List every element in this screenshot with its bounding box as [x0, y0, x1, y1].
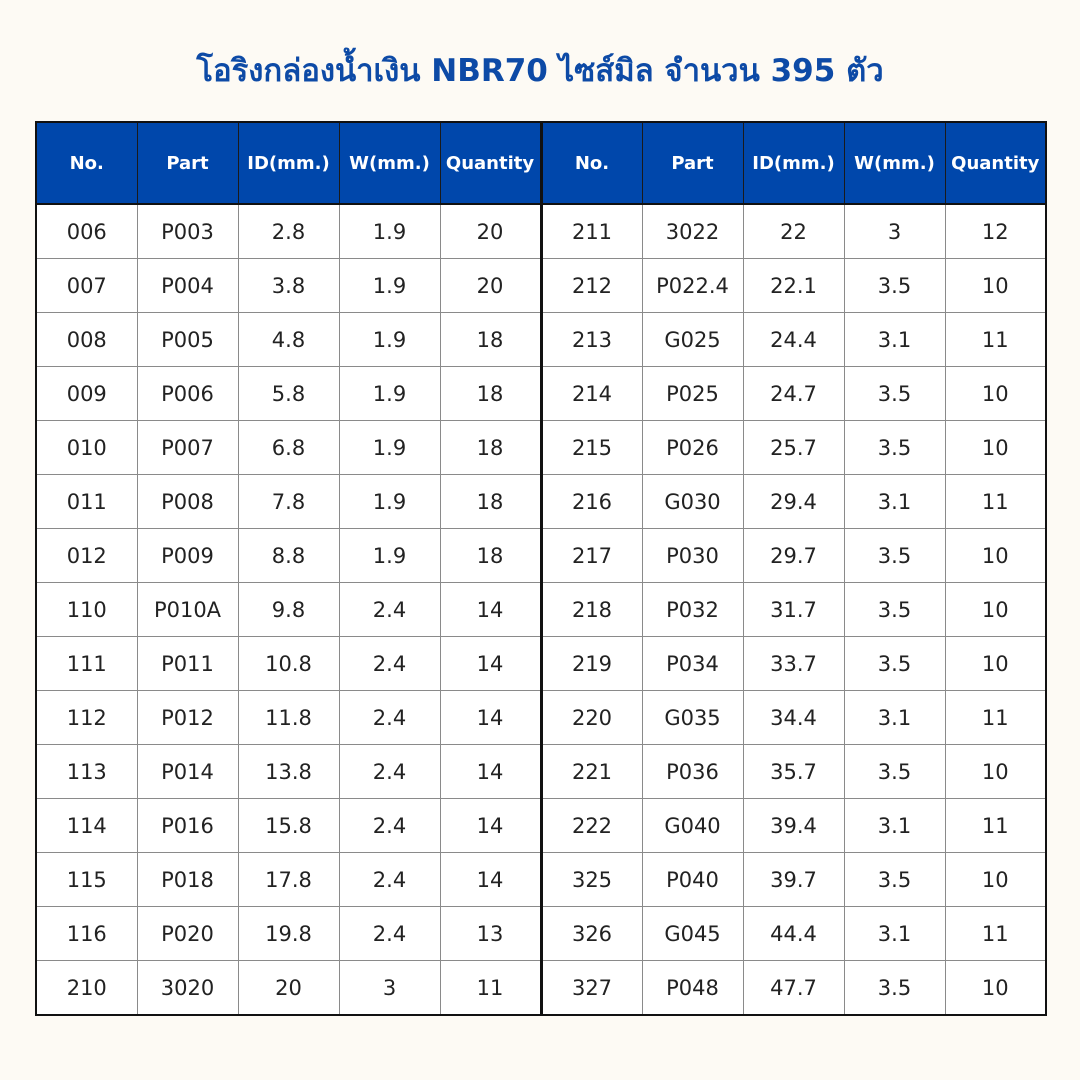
table-row	[36, 853, 1046, 907]
cell-left-quantity: 18	[440, 529, 541, 583]
table-row	[36, 583, 1046, 637]
cell-right-part: P034	[642, 637, 743, 691]
cell-left-quantity: 14	[440, 745, 541, 799]
cell-right-id-mm: 39.4	[743, 799, 844, 853]
cell-left-part: P018	[137, 853, 238, 907]
cell-left-quantity: 14	[440, 691, 541, 745]
cell-left-no: 114	[36, 799, 137, 853]
cell-left-part: P009	[137, 529, 238, 583]
cell-right-no: 325	[541, 853, 642, 907]
cell-right-no: 327	[541, 961, 642, 1016]
table-row	[36, 799, 1046, 853]
cell-left-quantity: 20	[440, 204, 541, 259]
cell-left-id-mm: 13.8	[238, 745, 339, 799]
oring-size-table	[35, 121, 1047, 1016]
cell-right-w-mm: 3.1	[844, 907, 945, 961]
cell-left-id-mm: 3.8	[238, 259, 339, 313]
cell-right-w-mm: 3.5	[844, 421, 945, 475]
cell-left-no: 210	[36, 961, 137, 1016]
cell-left-part: P014	[137, 745, 238, 799]
cell-right-id-mm: 34.4	[743, 691, 844, 745]
cell-left-part: P011	[137, 637, 238, 691]
cell-left-w-mm: 1.9	[339, 259, 440, 313]
cell-right-part: P048	[642, 961, 743, 1016]
cell-left-id-mm: 9.8	[238, 583, 339, 637]
cell-left-id-mm: 5.8	[238, 367, 339, 421]
cell-right-no: 214	[541, 367, 642, 421]
cell-right-no: 216	[541, 475, 642, 529]
cell-right-quantity: 10	[945, 367, 1046, 421]
cell-right-id-mm: 22.1	[743, 259, 844, 313]
cell-left-id-mm: 19.8	[238, 907, 339, 961]
cell-left-no: 006	[36, 204, 137, 259]
cell-right-quantity: 11	[945, 313, 1046, 367]
column-header-left-no: No.	[36, 122, 137, 204]
column-header-right-quantity: Quantity	[945, 122, 1046, 204]
cell-left-w-mm: 1.9	[339, 367, 440, 421]
table-body	[36, 204, 1046, 1015]
cell-right-w-mm: 3.1	[844, 475, 945, 529]
cell-right-id-mm: 24.4	[743, 313, 844, 367]
cell-right-quantity: 10	[945, 529, 1046, 583]
cell-left-w-mm: 1.9	[339, 475, 440, 529]
cell-left-id-mm: 8.8	[238, 529, 339, 583]
cell-left-quantity: 11	[440, 961, 541, 1016]
cell-right-quantity: 10	[945, 583, 1046, 637]
cell-right-quantity: 10	[945, 637, 1046, 691]
cell-left-id-mm: 15.8	[238, 799, 339, 853]
cell-left-part: P008	[137, 475, 238, 529]
cell-left-no: 008	[36, 313, 137, 367]
cell-right-part: P026	[642, 421, 743, 475]
cell-right-w-mm: 3.1	[844, 313, 945, 367]
cell-left-quantity: 14	[440, 637, 541, 691]
cell-right-id-mm: 33.7	[743, 637, 844, 691]
cell-left-no: 115	[36, 853, 137, 907]
cell-left-w-mm: 1.9	[339, 204, 440, 259]
cell-right-quantity: 11	[945, 475, 1046, 529]
column-header-right-id-mm: ID(mm.)	[743, 122, 844, 204]
cell-left-w-mm: 3	[339, 961, 440, 1016]
table-row	[36, 313, 1046, 367]
cell-left-no: 011	[36, 475, 137, 529]
cell-right-w-mm: 3.5	[844, 637, 945, 691]
cell-right-w-mm: 3.5	[844, 853, 945, 907]
cell-right-w-mm: 3.5	[844, 961, 945, 1016]
cell-right-part: P032	[642, 583, 743, 637]
cell-right-id-mm: 35.7	[743, 745, 844, 799]
cell-left-w-mm: 2.4	[339, 745, 440, 799]
column-header-left-w-mm: W(mm.)	[339, 122, 440, 204]
cell-left-part: P004	[137, 259, 238, 313]
cell-left-w-mm: 2.4	[339, 907, 440, 961]
page-title: โอริงกล่องน้ำเงิน NBR70 ไซส์มิล จำนวน 395 ตัว	[196, 53, 884, 89]
cell-left-quantity: 14	[440, 799, 541, 853]
cell-right-id-mm: 44.4	[743, 907, 844, 961]
cell-right-part: G045	[642, 907, 743, 961]
cell-right-id-mm: 31.7	[743, 583, 844, 637]
table-row	[36, 204, 1046, 259]
cell-right-part: P025	[642, 367, 743, 421]
cell-left-no: 007	[36, 259, 137, 313]
table-row	[36, 529, 1046, 583]
table-row	[36, 907, 1046, 961]
cell-left-part: P006	[137, 367, 238, 421]
cell-right-no: 211	[541, 204, 642, 259]
cell-left-no: 112	[36, 691, 137, 745]
cell-right-part: P036	[642, 745, 743, 799]
cell-left-quantity: 14	[440, 583, 541, 637]
cell-left-no: 111	[36, 637, 137, 691]
cell-left-w-mm: 1.9	[339, 529, 440, 583]
cell-left-id-mm: 20	[238, 961, 339, 1016]
cell-right-part: G030	[642, 475, 743, 529]
cell-right-quantity: 12	[945, 204, 1046, 259]
cell-left-no: 116	[36, 907, 137, 961]
cell-right-no: 221	[541, 745, 642, 799]
cell-left-w-mm: 1.9	[339, 421, 440, 475]
cell-right-w-mm: 3.1	[844, 691, 945, 745]
cell-left-id-mm: 17.8	[238, 853, 339, 907]
table-row	[36, 259, 1046, 313]
cell-right-id-mm: 47.7	[743, 961, 844, 1016]
cell-left-quantity: 18	[440, 475, 541, 529]
column-header-right-part: Part	[642, 122, 743, 204]
column-header-right-w-mm: W(mm.)	[844, 122, 945, 204]
cell-right-part: G040	[642, 799, 743, 853]
column-header-left-id-mm: ID(mm.)	[238, 122, 339, 204]
cell-right-part: P030	[642, 529, 743, 583]
cell-left-part: P005	[137, 313, 238, 367]
cell-right-w-mm: 3	[844, 204, 945, 259]
cell-right-id-mm: 24.7	[743, 367, 844, 421]
cell-right-no: 217	[541, 529, 642, 583]
cell-right-no: 219	[541, 637, 642, 691]
cell-right-no: 326	[541, 907, 642, 961]
cell-right-quantity: 10	[945, 745, 1046, 799]
cell-right-no: 220	[541, 691, 642, 745]
cell-left-w-mm: 2.4	[339, 637, 440, 691]
cell-right-w-mm: 3.5	[844, 529, 945, 583]
table-row	[36, 691, 1046, 745]
cell-right-id-mm: 29.7	[743, 529, 844, 583]
cell-right-id-mm: 29.4	[743, 475, 844, 529]
cell-right-quantity: 11	[945, 691, 1046, 745]
table-row	[36, 367, 1046, 421]
cell-left-w-mm: 2.4	[339, 853, 440, 907]
cell-left-w-mm: 1.9	[339, 313, 440, 367]
cell-left-w-mm: 2.4	[339, 691, 440, 745]
cell-right-no: 222	[541, 799, 642, 853]
cell-left-id-mm: 4.8	[238, 313, 339, 367]
cell-left-id-mm: 10.8	[238, 637, 339, 691]
cell-left-no: 110	[36, 583, 137, 637]
cell-right-w-mm: 3.5	[844, 367, 945, 421]
cell-right-quantity: 10	[945, 853, 1046, 907]
cell-left-quantity: 18	[440, 421, 541, 475]
cell-right-quantity: 10	[945, 259, 1046, 313]
cell-left-w-mm: 2.4	[339, 583, 440, 637]
cell-left-part: P016	[137, 799, 238, 853]
cell-right-w-mm: 3.1	[844, 799, 945, 853]
cell-left-part: P020	[137, 907, 238, 961]
cell-right-id-mm: 39.7	[743, 853, 844, 907]
column-header-right-no: No.	[541, 122, 642, 204]
cell-right-no: 215	[541, 421, 642, 475]
cell-right-no: 213	[541, 313, 642, 367]
cell-left-part: P007	[137, 421, 238, 475]
cell-left-id-mm: 7.8	[238, 475, 339, 529]
cell-left-id-mm: 6.8	[238, 421, 339, 475]
cell-right-w-mm: 3.5	[844, 583, 945, 637]
cell-right-no: 212	[541, 259, 642, 313]
cell-left-quantity: 14	[440, 853, 541, 907]
cell-left-no: 113	[36, 745, 137, 799]
column-header-left-part: Part	[137, 122, 238, 204]
cell-right-quantity: 10	[945, 961, 1046, 1016]
cell-left-id-mm: 11.8	[238, 691, 339, 745]
cell-left-part: P012	[137, 691, 238, 745]
cell-left-part: 3020	[137, 961, 238, 1016]
cell-right-quantity: 11	[945, 799, 1046, 853]
table-row	[36, 421, 1046, 475]
cell-left-quantity: 13	[440, 907, 541, 961]
table-header-row	[36, 122, 1046, 204]
cell-right-part: G025	[642, 313, 743, 367]
cell-left-w-mm: 2.4	[339, 799, 440, 853]
cell-right-quantity: 10	[945, 421, 1046, 475]
cell-left-no: 009	[36, 367, 137, 421]
cell-left-id-mm: 2.8	[238, 204, 339, 259]
cell-right-part: P040	[642, 853, 743, 907]
table-row	[36, 745, 1046, 799]
cell-left-quantity: 18	[440, 313, 541, 367]
cell-left-no: 012	[36, 529, 137, 583]
cell-right-part: P022.4	[642, 259, 743, 313]
table-row	[36, 637, 1046, 691]
cell-right-part: G035	[642, 691, 743, 745]
column-header-left-quantity: Quantity	[440, 122, 541, 204]
cell-left-part: P003	[137, 204, 238, 259]
cell-right-w-mm: 3.5	[844, 259, 945, 313]
cell-right-id-mm: 22	[743, 204, 844, 259]
cell-left-quantity: 18	[440, 367, 541, 421]
cell-left-part: P010A	[137, 583, 238, 637]
cell-right-quantity: 11	[945, 907, 1046, 961]
cell-right-id-mm: 25.7	[743, 421, 844, 475]
cell-right-no: 218	[541, 583, 642, 637]
table-row	[36, 475, 1046, 529]
cell-left-no: 010	[36, 421, 137, 475]
table-row	[36, 961, 1046, 1016]
cell-left-quantity: 20	[440, 259, 541, 313]
cell-right-w-mm: 3.5	[844, 745, 945, 799]
cell-right-part: 3022	[642, 204, 743, 259]
